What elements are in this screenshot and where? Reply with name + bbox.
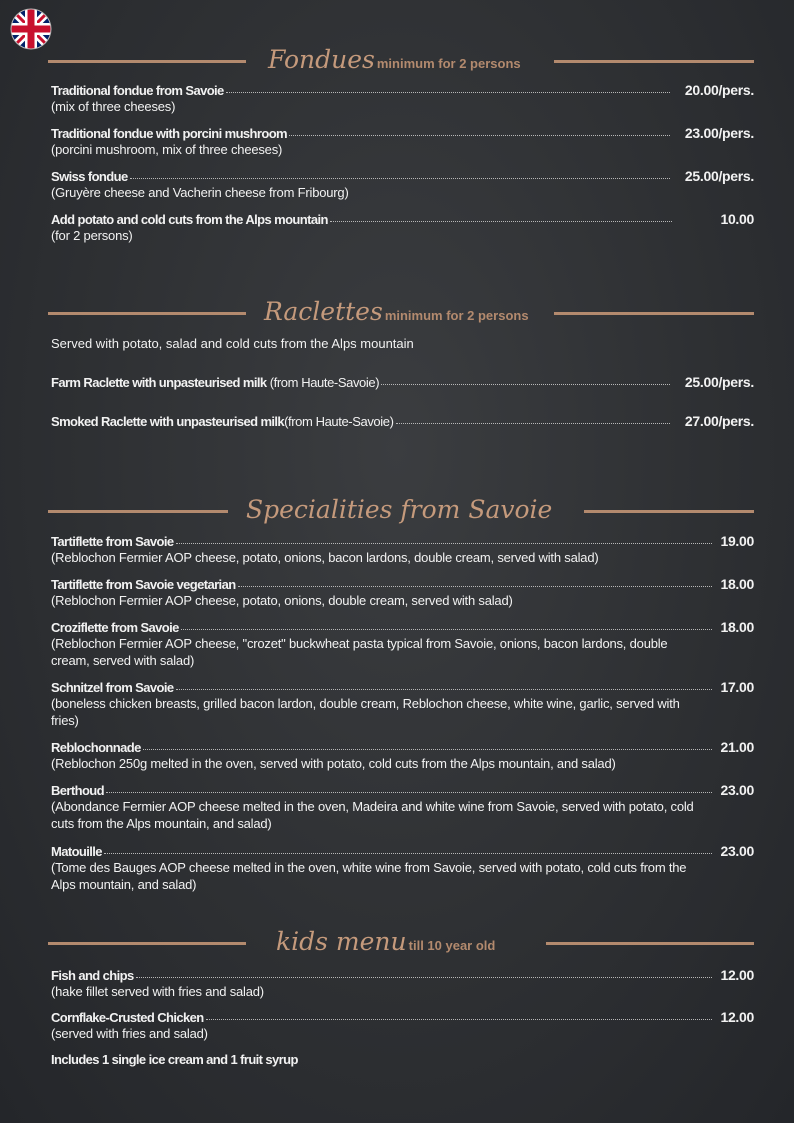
fondues-header (48, 45, 754, 75)
item-price: 12.00 (720, 967, 754, 983)
raclettes-header (48, 297, 754, 327)
item-description: (porcini mushroom, mix of three cheeses) (51, 142, 283, 157)
kids-menu-header (48, 927, 754, 957)
item-price: 23.00/pers. (684, 125, 754, 141)
item-description: (Tome des Bauges AOP cheese melted in the oven, white wine from Savoie, served with potato, cold cuts from the Alps mountain, and salad) (51, 860, 687, 892)
specialities-header (48, 495, 754, 525)
raclettes-title: Raclettes (264, 297, 383, 326)
item-description: (Reblochon 250g melted in the oven, served with potato, cold cuts from the Alps mountain, and salad) (51, 756, 616, 771)
menu-item: Cornflake-Crusted Chicken 12.00 (served with fries and salad) (51, 1009, 754, 1041)
specialities-title: Specialities from Savoie (246, 495, 553, 524)
menu-item: Berthoud 23.00 (Abondance Fermier AOP cheese melted in the oven, Madeira and white wine from Savoie, served with potato, cold cuts from the Alps mountain, and salad) (51, 782, 754, 831)
kids-menu-subtitle: till 10 year old (408, 938, 496, 953)
uk-flag-icon[interactable] (10, 8, 52, 50)
item-description: (Abondance Fermier AOP cheese melted in the oven, Madeira and white wine from Savoie, served with potato, cold cuts from the Alps mountain, and salad) (51, 799, 694, 831)
item-description: (mix of three cheeses) (51, 99, 176, 114)
menu-item: Matouille 23.00 (Tome des Bauges AOP cheese melted in the oven, white wine from Savoie, served with potato, cold cuts from the Alps mountain, and salad) (51, 843, 754, 892)
item-price: 10.00 (720, 211, 754, 227)
item-price: 25.00/pers. (684, 374, 754, 390)
item-price: 20.00/pers. (684, 82, 754, 98)
item-price: 19.00 (720, 533, 754, 549)
item-price: 17.00 (720, 679, 754, 695)
menu-item: Croziflette from Savoie 18.00 (Reblochon Fermier AOP cheese, "crozet" buckwheat pasta typical from Savoie, onions, bacon lardons, double cream, served with salad) (51, 619, 754, 668)
menu-item: Farm Raclette with unpasteurised milk (from Haute-Savoie) 25.00/pers. (51, 374, 754, 390)
raclettes-subtitle: minimum for 2 persons (384, 308, 529, 323)
item-description: (hake fillet served with fries and salad) (51, 984, 264, 999)
menu-item: Tartiflette from Savoie 19.00 (Reblochon Fermier AOP cheese, potato, onions, bacon lardons, double cream, served with salad) (51, 533, 754, 565)
item-price: 27.00/pers. (684, 413, 754, 429)
item-description: (boneless chicken breasts, grilled bacon lardon, double cream, Reblochon cheese, white wine, garlic, served with fries) (51, 696, 680, 728)
raclettes-intro: Served with potato, salad and cold cuts from the Alps mountain (51, 336, 414, 351)
item-description: (Reblochon Fermier AOP cheese, potato, onions, bacon lardons, double cream, served with salad) (51, 550, 599, 565)
item-price: 18.00 (720, 576, 754, 592)
item-price: 23.00 (720, 843, 754, 859)
menu-item: Reblochonnade 21.00 (Reblochon 250g melted in the oven, served with potato, cold cuts from the Alps mountain, and salad) (51, 739, 754, 771)
menu-item: Swiss fondue 25.00/pers. (Gruyère cheese and Vacherin cheese from Fribourg) (51, 168, 754, 200)
menu-item: Traditional fondue with porcini mushroom 23.00/pers. (porcini mushroom, mix of three cheeses) (51, 125, 754, 157)
item-price: 12.00 (720, 1009, 754, 1025)
item-price: 25.00/pers. (684, 168, 754, 184)
item-description: (for 2 persons) (51, 228, 133, 243)
menu-item: Schnitzel from Savoie 17.00 (boneless chicken breasts, grilled bacon lardon, double cream, Reblochon cheese, white wine, garlic, served with fries) (51, 679, 754, 728)
kids-menu-note: Includes 1 single ice cream and 1 fruit syrup (51, 1052, 298, 1067)
menu-item: Tartiflette from Savoie vegetarian 18.00 (Reblochon Fermier AOP cheese, potato, onions, double cream, served with salad) (51, 576, 754, 608)
fondues-subtitle: minimum for 2 persons (376, 56, 521, 71)
menu-item: Fish and chips 12.00 (hake fillet served with fries and salad) (51, 967, 754, 999)
item-price: 21.00 (720, 739, 754, 755)
menu-item: Add potato and cold cuts from the Alps mountain 10.00 (for 2 persons) (51, 211, 754, 243)
item-description: (Gruyère cheese and Vacherin cheese from Fribourg) (51, 185, 349, 200)
item-price: 23.00 (720, 782, 754, 798)
item-price: 18.00 (720, 619, 754, 635)
item-description: (Reblochon Fermier AOP cheese, potato, onions, double cream, served with salad) (51, 593, 513, 608)
kids-menu-title: kids menu (276, 927, 407, 956)
item-description: (served with fries and salad) (51, 1026, 208, 1041)
item-description: (Reblochon Fermier AOP cheese, "crozet" buckwheat pasta typical from Savoie, onions, bacon lardons, double cream, served with salad) (51, 636, 668, 668)
fondues-title: Fondues (268, 45, 375, 74)
menu-item: Traditional fondue from Savoie 20.00/pers. (mix of three cheeses) (51, 82, 754, 114)
menu-item: Smoked Raclette with unpasteurised milk(from Haute-Savoie) 27.00/pers. (51, 413, 754, 429)
